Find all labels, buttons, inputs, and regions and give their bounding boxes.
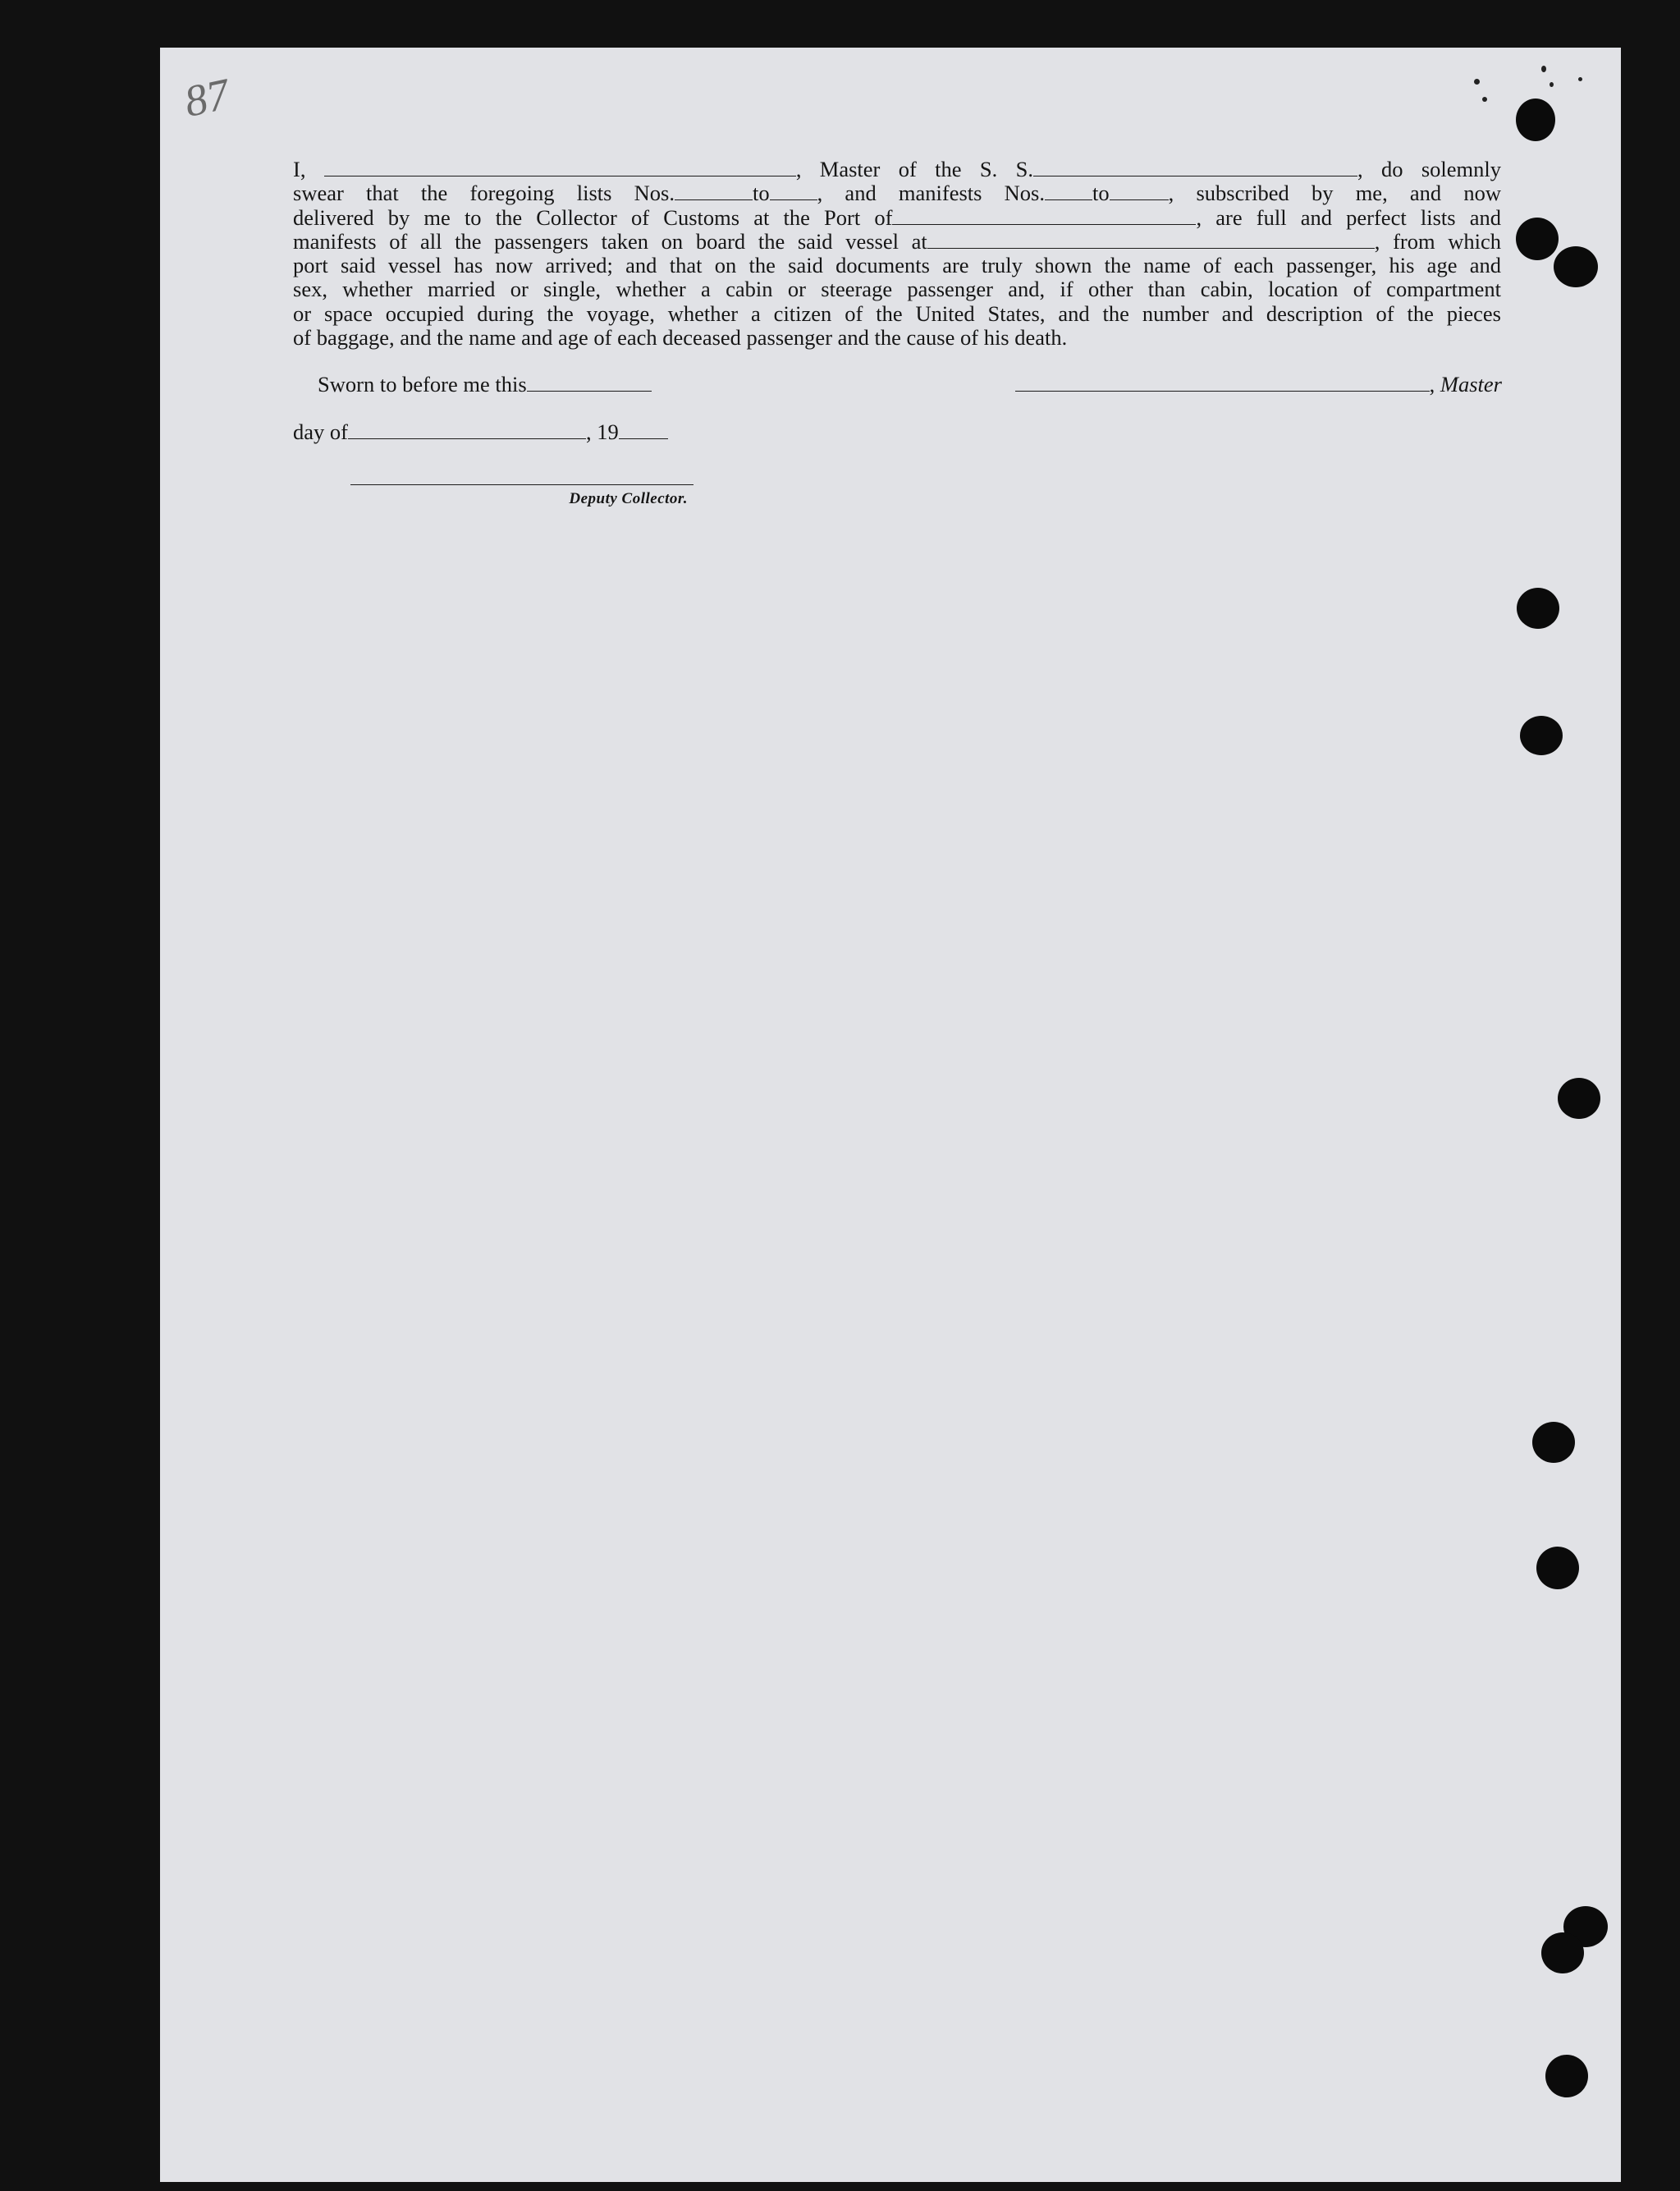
punch-hole [1517,588,1559,629]
port-blank [892,208,1196,225]
deputy-collector-signature-line [350,484,694,485]
day-of-line: day of , 19 [293,419,668,445]
oath-line-6: sex, whether married or single, whether a cabin or steerage passenger and, if other than cabin, location of compartment [293,277,1501,302]
lists-from-blank [675,183,753,200]
month-blank [348,422,586,439]
oath-line-8: of baggage, and the name and age of each deceased passenger and the cause of his death. [293,325,1068,351]
master-label: Master [1440,372,1502,396]
document-page [160,48,1621,2182]
speck [1482,97,1487,102]
oath-line-2: swear that the foregoing lists Nos. to , and manifests Nos. to , subscribed by me, and now [293,181,1501,206]
speck [1550,82,1554,87]
year-blank [619,422,668,439]
speck [1578,77,1582,81]
lists-to-blank [770,183,817,200]
oath-line-5: port said vessel has now arrived; and that on the said documents are truly shown the name of each passenger, his age and [293,253,1501,278]
punch-hole [1520,716,1563,755]
oath-line-3: delivered by me to the Collector of Customs at the Port of , are full and perfect lists and [293,204,1501,230]
master-name-blank [324,159,796,176]
vessel-name-blank [1033,159,1357,176]
sworn-day-blank [527,374,652,392]
deputy-collector-label: Deputy Collector. [569,490,688,507]
punch-hole [1532,1422,1575,1463]
oath-line-7: or space occupied during the voyage, whether a citizen of the United States, and the number and description of the pieces [293,300,1501,326]
punch-hole [1558,1078,1600,1119]
punch-hole [1545,2055,1588,2097]
master-signature: , Master [993,372,1502,397]
oath-line-4: manifests of all the passengers taken on board the said vessel at , from which [293,228,1502,254]
master-signature-blank [1015,374,1430,392]
oath-line-1: I, , Master of the S. S. , do solemnly [293,157,1502,181]
punch-hole [1536,1547,1579,1589]
speck [1541,66,1546,72]
manifests-from-blank [1045,183,1092,200]
departure-port-blank [927,231,1375,249]
master-oath-paragraph [293,158,1501,350]
handwritten-page-number: 87 [180,69,234,126]
punch-hole [1541,1932,1584,1973]
sworn-before-me: Sworn to before me this [318,372,652,397]
punch-hole [1516,99,1555,141]
speck [1474,79,1480,85]
punch-hole [1554,246,1598,287]
manifests-to-blank [1110,183,1169,200]
punch-hole [1516,218,1559,260]
